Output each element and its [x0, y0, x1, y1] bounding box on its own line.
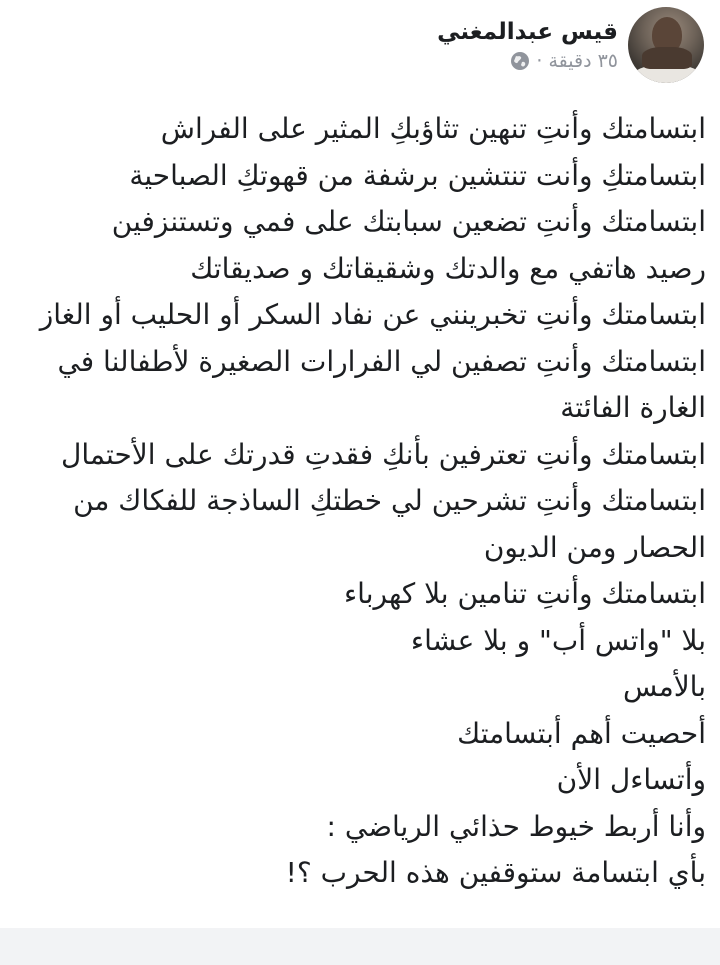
- post-line-12: أحصيت أهم أبتسامتك: [457, 716, 706, 750]
- author-name[interactable]: قيس عبدالمغني: [437, 19, 618, 45]
- meta-separator: ·: [536, 50, 543, 72]
- post-header: [437, 6, 704, 84]
- post-line-6: ابتسامتك وأنتِ تصفين لي الفرارات الصغيرة لأطفالنا في الغارة الفائتة: [57, 344, 706, 424]
- avatar-hands: [642, 47, 692, 69]
- post-line-8: ابتسامتك وأنتِ تشرحين لي خطتكِ الساذجة للفكاك من الحصار ومن الديون: [73, 484, 706, 564]
- post-line-13: وأتساءل الأن: [556, 763, 706, 796]
- post-line-9: ابتسامتك وأنتِ تنامين بلا كهرباء: [344, 577, 706, 610]
- author-avatar[interactable]: [628, 7, 704, 83]
- post-line-2: ابتسامتكِ وأنت تنتشين برشفة من قهوتكِ الصباحية: [129, 158, 706, 192]
- post-meta: [437, 17, 618, 73]
- post-line-1: ابتسامتك وأنتِ تنهين تثاؤبكِ المثير على الفراش: [160, 112, 706, 145]
- post-timestamp[interactable]: ٣٥ دقيقة: [548, 50, 618, 72]
- post-line-5: ابتسامتك وأنتِ تخبرينني عن نفاد السكر أو الحليب أو الغاز: [39, 298, 706, 331]
- post-line-15: بأي ابتسامة ستوقفين هذه الحرب ؟!: [285, 856, 706, 889]
- post-line-11: بالأمس: [623, 670, 706, 703]
- post-line-4: رصيد هاتفي مع والدتك وشقيقاتك و صديقاتك: [190, 251, 706, 285]
- globe-icon[interactable]: [510, 51, 530, 71]
- post-footer-divider: [0, 928, 720, 965]
- post-line-7: ابتسامتك وأنتِ تعترفين بأنكِ فقدتِ قدرتك على الأحتمال: [60, 437, 706, 471]
- post-line-10: بلا "واتس أب" و بلا عشاء: [410, 623, 706, 657]
- post-body: [14, 106, 706, 897]
- post-line-14: وأنا أربط خيوط حذائي الرياضي :: [326, 809, 706, 843]
- post-line-3: ابتسامتك وأنتِ تضعين سبابتك على فمي وتستنزفين: [111, 205, 706, 238]
- timestamp-row: [510, 49, 618, 73]
